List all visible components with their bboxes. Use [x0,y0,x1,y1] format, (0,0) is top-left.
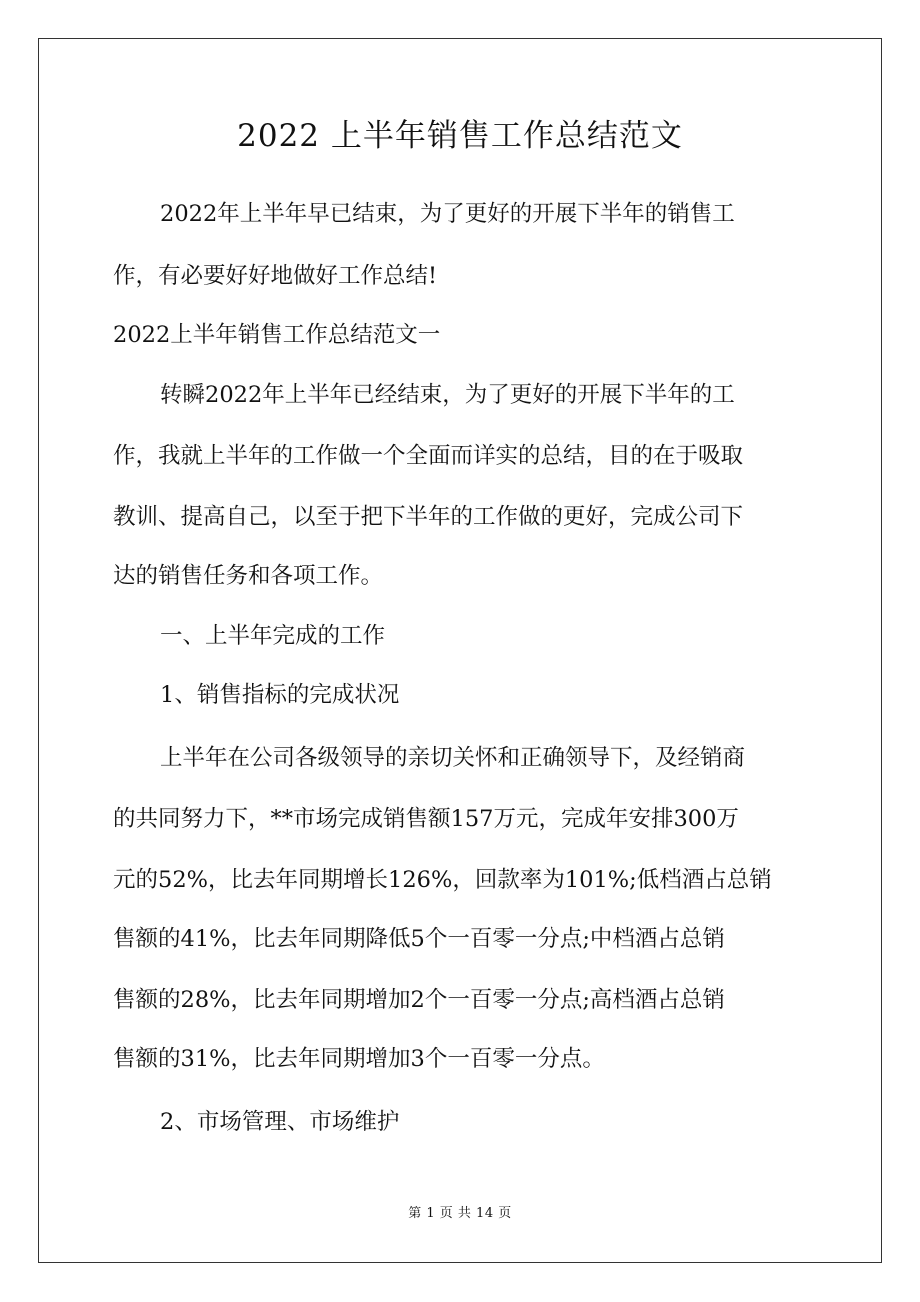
paragraph-line: 转瞬2022年上半年已经结束，为了更好的开展下半年的工 [160,382,735,408]
paragraph-line: 达的销售任务和各项工作。 [113,563,384,589]
paragraph-line: 的共同努力下，**市场完成销售额157万元，完成年安排300万 [113,806,739,832]
paragraph-line: 售额的28%，比去年同期增加2个一百零一分点;高档酒占总销 [113,987,725,1013]
section-heading: 2022上半年销售工作总结范文一 [113,322,441,348]
paragraph-line: 作，我就上半年的工作做一个全面而详实的总结，目的在于吸取 [113,443,744,469]
paragraph-line: 元的52%，比去年同期增长126%，回款率为101%;低档酒占总销 [113,867,772,893]
paragraph-line: 2022年上半年早已结束，为了更好的开展下半年的销售工 [160,201,735,227]
paragraph-line: 售额的41%，比去年同期降低5个一百零一分点;中档酒占总销 [113,926,725,952]
paragraph-line: 上半年在公司各级领导的亲切关怀和正确领导下，及经销商 [160,745,746,771]
page-number: 第 1 页 共 14 页 [408,1206,512,1221]
paragraph-line: 作，有必要好好地做好工作总结! [113,263,438,289]
paragraph-line: 教训、提高自己，以至于把下半年的工作做的更好，完成公司下 [113,504,744,530]
subsection-heading: 1、销售指标的完成状况 [160,682,400,708]
paragraph-line: 售额的31%，比去年同期增加3个一百零一分点。 [113,1046,605,1072]
document-title: 2022 上半年销售工作总结范文 [237,118,683,154]
subsection-heading: 2、市场管理、市场维护 [160,1109,400,1135]
subsection-heading: 一、上半年完成的工作 [160,623,386,649]
